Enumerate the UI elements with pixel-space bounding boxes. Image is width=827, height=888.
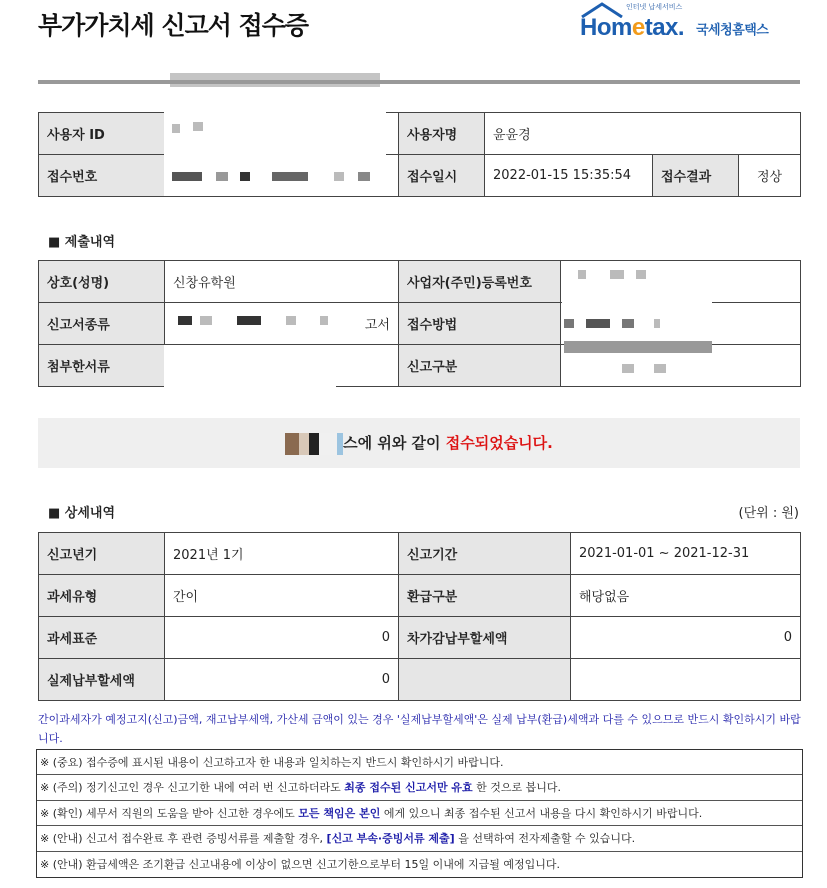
redaction-pixel [358,172,370,181]
reg-no-label: 사업자(주민)등록번호 [399,261,561,303]
redaction-pixel [610,270,624,279]
period-label: 신고기간 [399,533,571,575]
method-label: 접수방법 [399,303,561,345]
unit-label: (단위 : 원) [738,506,799,521]
page-title: 부가가치세 신고서 접수증 [38,11,309,40]
receipt-datetime-value: 2022-01-15 15:35:54 [485,155,653,197]
attach-label: 첨부한서류 [39,345,165,387]
receipt-info-table [38,112,801,197]
empty-value [571,659,801,701]
logo-korean: 국세청홈택스 [696,23,769,38]
redaction-pixel [286,316,296,325]
user-name-value: 윤윤경 [485,113,801,155]
note-caution: ※ (주의) 정기신고인 경우 신고기한 내에 여러 번 신고하더라도 최종 접수된 신고서만 유효 한 것으로 봅니다. [37,775,802,800]
redaction-pixel [636,270,646,279]
submission-section-title: ■ 제출내역 [48,235,116,250]
hometax-logo [580,0,820,44]
redacted-name [285,433,343,455]
receipt-datetime-label: 접수일시 [399,155,485,197]
redaction-pixel [334,172,344,181]
redaction-pixel [654,364,666,373]
note-guide-docs: ※ (안내) 신고서 접수완료 후 관련 증빙서류를 제출할 경우, [신고 부속·증빙서류 제출] 을 선택하여 전자제출할 수 있습니다. [37,826,802,851]
redaction-pixel [654,319,660,328]
received-text: 접수되었습니다. [445,434,553,452]
redaction-bar [564,341,712,353]
tax-base-value: 0 [165,617,399,659]
note-important: ※ (중요) 접수증에 표시된 내용이 신고하고자 한 내용과 일치하는지 반드시 확인하시기 바랍니다. [37,750,802,775]
detail-section-title: ■ 상세내역 [48,506,116,521]
redaction-pixel [564,319,574,328]
refund-value: 해당없음 [571,575,801,617]
redaction-mask [164,345,336,389]
notes-box [36,749,803,878]
logo-brand: Hometax. [580,14,685,41]
tax-base-label: 과세표준 [39,617,165,659]
redaction-pixel [172,172,202,181]
report-type-label: 신고서종류 [39,303,165,345]
actual-label: 실제납부할세액 [39,659,165,701]
redaction-pixel [178,316,192,325]
detail-table [38,532,801,701]
category-label: 신고구분 [399,345,561,387]
tax-type-label: 과세유형 [39,575,165,617]
redaction-pixel [240,172,250,181]
redaction-pixel [216,172,228,181]
logo-tagline: 인터넷 납세서비스 [626,3,683,11]
redaction-mask [562,262,712,304]
deduct-value: 0 [571,617,801,659]
note-guide-refund: ※ (안내) 환급세액은 조기환급 신고내용에 이상이 없으면 신고기한으로부터 15일 이내에 지급될 예정입니다. [40,857,561,871]
empty-label [399,659,571,701]
user-id-label: 사용자 ID [39,113,165,155]
deduct-label: 차가감납부할세액 [399,617,571,659]
redaction-pixel [320,316,328,325]
refund-label: 환급구분 [399,575,571,617]
tax-type-value: 간이 [165,575,399,617]
redaction-pixel [578,270,586,279]
user-name-label: 사용자명 [399,113,485,155]
year-value: 2021년 1기 [165,533,399,575]
trade-name-label: 상호(성명) [39,261,165,303]
report-type-value: 고서 [165,303,399,345]
receipt-result-label: 접수결과 [653,155,739,197]
tax-notice: 간이과세자가 예정고지(신고)금액, 재고납부세액, 가산세 금액이 있는 경우 '실제납부할세액'은 실제 납부(환급)세액과 다를 수 있으므로 반드시 확인하시기 바랍니다. [38,713,801,745]
trade-name-value: 신창유학원 [165,261,399,303]
actual-value: 0 [165,659,399,701]
receipt-result-value: 정상 [739,155,801,197]
redaction-pixel [622,319,634,328]
period-value: 2021-01-01 ~ 2021-12-31 [571,533,801,575]
redaction-pixel [586,319,610,328]
header-divider [38,80,800,84]
confirmation-banner: 스에 위와 같이 접수되었습니다. [38,418,800,468]
redaction-pixel [193,122,203,131]
note-confirm: ※ (확인) 세무서 직원의 도움을 받아 신고한 경우에도 모든 책임은 본인 에게 있으니 최종 접수된 신고서 내용을 다시 확인하시기 바랍니다. [37,801,802,826]
redaction-pixel [200,316,212,325]
receipt-no-label: 접수번호 [39,155,165,197]
year-label: 신고년기 [39,533,165,575]
redaction-pixel [172,124,180,133]
redaction-pixel [237,316,261,325]
redaction-pixel [272,172,308,181]
redaction-mask [164,96,386,196]
redaction-pixel [622,364,634,373]
